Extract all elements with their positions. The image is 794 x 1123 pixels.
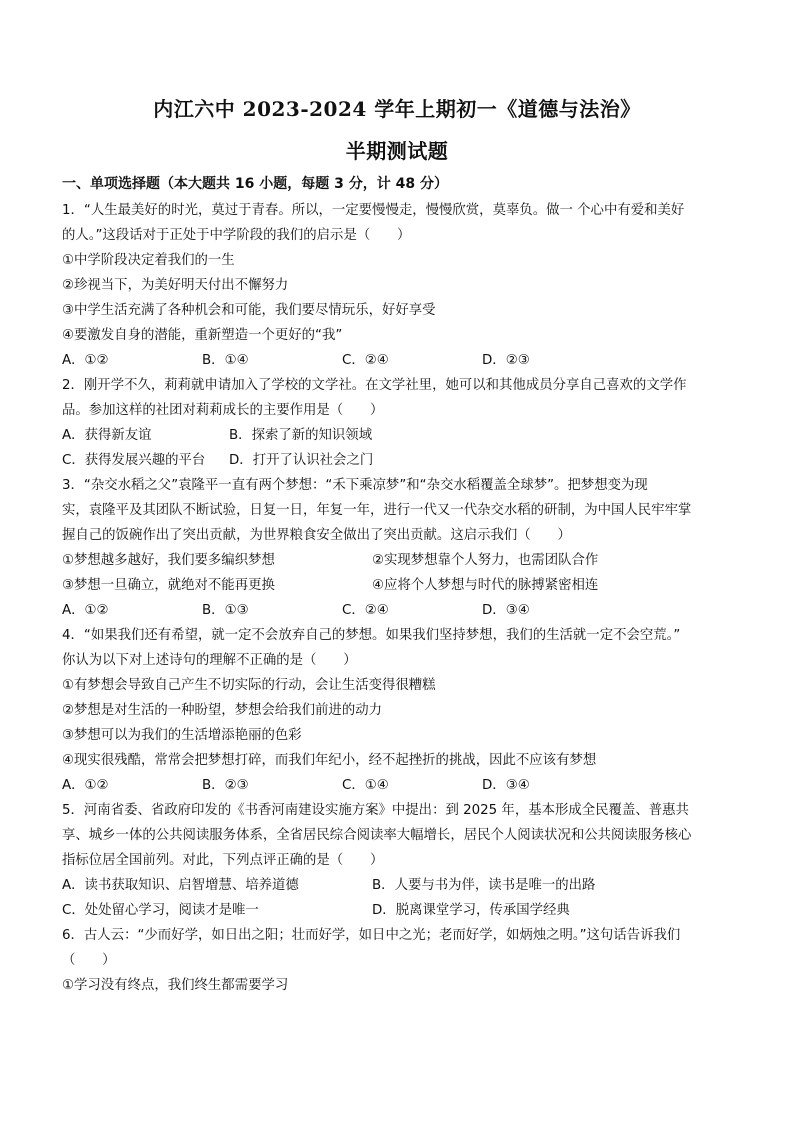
answer-options xyxy=(62,598,730,623)
question-stem: （ ） xyxy=(62,953,116,968)
option-b: B．①③ xyxy=(202,603,249,618)
option-c: C．获得发展兴趣的平台 xyxy=(62,453,206,468)
option-b: B．人要与书为伴，读书是唯一的出路 xyxy=(372,878,596,893)
option-b: B．①④ xyxy=(202,353,249,368)
option-a: A．①② xyxy=(62,353,109,368)
statement-row xyxy=(62,548,730,573)
option-d: D．②③ xyxy=(482,353,530,368)
option-d: D．脱离课堂学习，传承国学经典 xyxy=(372,903,570,918)
statement: ①学习没有终点，我们终生都需要学习 xyxy=(62,978,289,993)
statement: ②实现梦想靠个人努力，也需团队合作 xyxy=(372,553,599,568)
exam-title: 内江六中 2023-2024 学年上期初一《道德与法治》 xyxy=(153,97,641,121)
question-stem: 享、城乡一体的公共阅读服务体系，全省居民综合阅读率大幅增长，居民个人阅读状况和公共阅读服务核心 xyxy=(62,828,692,843)
question-stem: 3．“杂交水稻之父”袁隆平一直有两个梦想：“禾下乘凉梦”和“杂交水稻覆盖全球梦”。把梦想变为现 xyxy=(62,478,648,493)
question-4 xyxy=(62,623,730,798)
option-c: C．处处留心学习，阅读才是唯一 xyxy=(62,903,259,918)
statement: ③中学生活充满了各种机会和可能，我们要尽情玩乐，好好享受 xyxy=(62,303,436,318)
statement: ④应将个人梦想与时代的脉搏紧密相连 xyxy=(372,578,599,593)
statement: ④要激发自身的潜能，重新塑造一个更好的“我” xyxy=(62,328,343,343)
statement-row xyxy=(62,573,730,598)
question-stem: 1．“人生最美好的时光，莫过于青春。所以，一定要慢慢走，慢慢欣赏，莫辜负。做一 个心中有爱和美好 xyxy=(62,203,685,218)
option-a: A．①② xyxy=(62,778,109,793)
option-d: D．打开了认识社会之门 xyxy=(229,453,374,468)
question-stem: 握自己的饭碗作出了突出贡献，为世界粮食安全做出了突出贡献。这启示我们（ ） xyxy=(62,528,571,543)
answer-options xyxy=(62,773,730,798)
exam-subtitle: 半期测试题 xyxy=(345,139,449,163)
question-stem: 的人。”这段话对于正处于中学阶段的我们的启示是（ ） xyxy=(62,228,411,243)
answer-options xyxy=(62,423,730,448)
option-c: C．①④ xyxy=(342,778,389,793)
statement: ①有梦想会导致自己产生不切实际的行动，会让生活变得很糟糕 xyxy=(62,678,436,693)
question-stem: 指标位居全国前列。对此，下列点评正确的是（ ） xyxy=(62,853,384,868)
section-heading: 一、单项选择题（本大题共 16 小题，每题 3 分，计 48 分） xyxy=(62,176,448,192)
option-c: C．②④ xyxy=(342,353,389,368)
answer-options xyxy=(62,898,730,923)
statement: ②梦想是对生活的一种盼望，梦想会给我们前进的动力 xyxy=(62,703,382,718)
option-a: A．读书获取知识、启智增慧、培养道德 xyxy=(62,878,299,893)
statement: ①梦想越多越好，我们要多编织梦想 xyxy=(62,553,275,568)
question-2 xyxy=(62,373,730,473)
statement: ②珍视当下，为美好明天付出不懈努力 xyxy=(62,278,289,293)
option-a: A．获得新友谊 xyxy=(62,428,152,443)
question-stem: 品。参加这样的社团对莉莉成长的主要作用是（ ） xyxy=(62,403,384,418)
option-b: B．探索了新的知识领域 xyxy=(229,428,373,443)
question-3 xyxy=(62,473,730,623)
answer-options xyxy=(62,348,730,373)
statement: ③梦想一旦确立，就绝对不能再更换 xyxy=(62,578,275,593)
question-stem: 6．古人云：“少而好学，如日出之阳；壮而好学，如日中之光；老而好学，如炳烛之明。”这句话告诉我们 xyxy=(62,928,681,943)
question-list xyxy=(62,198,730,998)
option-d: D．③④ xyxy=(482,778,530,793)
answer-options xyxy=(62,448,730,473)
question-6 xyxy=(62,923,730,998)
statement: ①中学阶段决定着我们的一生 xyxy=(62,253,235,268)
question-stem: 2．刚开学不久，莉莉就申请加入了学校的文学社。在文学社里，她可以和其他成员分享自己喜欢的文学作 xyxy=(62,378,687,393)
answer-options xyxy=(62,873,730,898)
statement: ④现实很残酷，常常会把梦想打碎，而我们年纪小，经不起挫折的挑战，因此不应该有梦想 xyxy=(62,753,597,768)
statement: ③梦想可以为我们的生活增添艳丽的色彩 xyxy=(62,728,302,743)
question-stem: 5．河南省委、省政府印发的《书香河南建设实施方案》中提出：到 2025 年，基本形成全民覆盖、普惠共 xyxy=(62,803,689,818)
question-1 xyxy=(62,198,730,373)
question-stem: 4．“如果我们还有希望，就一定不会放弃自己的梦想。如果我们坚持梦想，我们的生活就一定不会空荒。” xyxy=(62,628,681,643)
option-a: A．①② xyxy=(62,603,109,618)
question-stem: 实，袁隆平及其团队不断试验，日复一日，年复一年，进行一代又一代杂交水稻的研制，为中国人民牢牢掌 xyxy=(62,503,692,518)
option-b: B．②③ xyxy=(202,778,249,793)
question-stem: 你认为以下对上述诗句的理解不正确的是（ ） xyxy=(62,653,357,668)
option-c: C．②④ xyxy=(342,603,389,618)
option-d: D．③④ xyxy=(482,603,530,618)
question-5 xyxy=(62,798,730,923)
